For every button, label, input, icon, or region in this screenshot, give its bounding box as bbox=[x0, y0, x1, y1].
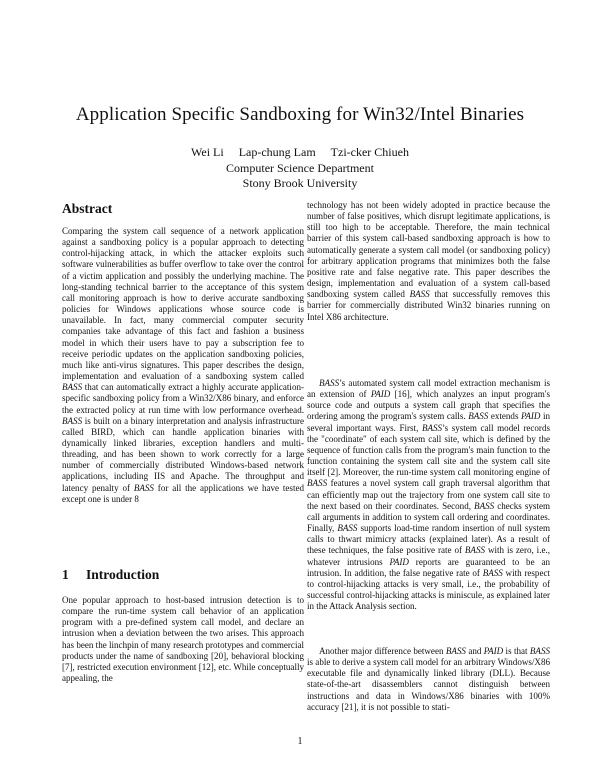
author-name: Wei Li bbox=[191, 145, 224, 159]
abstract-paragraph: Comparing the system call sequence of a network application against a sandboxing policy is a popular approach to detecting control-hijacking attack, in which the attacker exploits such software vulnerabilities as buffer overflow to take over the control of a victim application and possibly the underlying machine. The long-standing technical barrier to the acceptance of this system call monitoring approach is how to derive accurate sandboxing policies for Windows applications whose source code is unavailable. In fact, many commercial computer security companies take advantage of this fact and fashion a business model in which their users have to pay a subscription fee to receive periodic updates on the application sandboxing policies, much like anti-virus signatures. This paper describes the design, implementation and evaluation of a sandboxing system called BASS that can automatically extract a highly accurate application-specific sandboxing policy from a Win32/X86 binary, and enforce the extracted policy at run time with low performance overhead. BASS is built on a binary interpretation and analysis infrastructure called BIRD, which can handle application binaries with dynamically linked libraries, exception handlers and multi-threading, and has been shown to work correctly for a large number of commercially distributed Windows-based network applications, including IIS and Apache. The throughput and latency penalty of BASS for all the applications we have tested except one is under 8 bbox=[62, 226, 304, 504]
author-names bbox=[0, 145, 600, 161]
author-name: Tzi-cker Chiueh bbox=[330, 145, 409, 159]
author-department: Computer Science Department bbox=[226, 160, 374, 175]
right-paragraph-1: technology has not been widely adopted in practice because the number of false positives, which disrupt legitimate applications, is still too high to be acceptable. Therefore, the main technical barrier of this system call-based sandboxing approach is how to automatically generate a system call model (or sandboxing policy) for arbitrary application programs that minimizes both the false positive rate and false negative rate. This paper describes the design, implementation and evaluation of a system call-based sandboxing system called BASS that successfully removes this barrier for commercially distributed Win32 binaries running on Intel X86 architecture. bbox=[307, 200, 550, 322]
author-name: Lap-chung Lam bbox=[238, 145, 316, 159]
right-paragraph-2: BASS’s automated system call model extraction mechanism is an extension of PAID [16], which analyzes an input program's source code and outputs a system call graph that specifies the ordering among the program's system calls. BASS extends PAID in several important ways. First, BASS’s system call model records the "coordinate" of each system call site, which is defined by the sequence of function calls from the program's main function to the function containing the system call site and the system call site itself [2]. Moreover, the run-time system call monitoring engine of BASS features a novel system call graph traversal algorithm that can efficiently map out the trajectory from one system call site to the next based on their coordinates. Second, BASS checks system call arguments in addition to system call ordering and coordinates. Finally, BASS supports load-time random insertion of null system calls to thwart mimicry attacks (explained later). As a result of these techniques, the false positive rate of BASS with is zero, i.e., whatever intrusions PAID reports are guaranteed to be an intrusion. In addition, the false negative rate of BASS with respect to control-hijacking attacks is very small, i.e., the probability of successful control-hijacking attacks is miniscule, as explained later in the Attack Analysis section. bbox=[307, 378, 550, 612]
right-paragraph-3: Another major difference between BASS and PAID is that BASS is able to derive a system call model for an arbitrary Windows/X86 executable file and dynamically linked library (DLL). Because state-of-the-art disassemblers cannot distinguish between instructions and data in Windows/X86 binaries with 100% accuracy [21], it is not possible to stati- bbox=[307, 646, 550, 712]
introduction-paragraph: One popular approach to host-based intrusion detection is to compare the run-time system call behavior of an application program with a pre-defined system call model, and declare an intrusion when a deviation between the two arises. This approach has been the linchpin of many research prototypes and commercial products under the name of sandboxing [20], behavioral blocking [7], restricted execution environment [12], etc. While conceptually appealing, the bbox=[62, 595, 304, 684]
section-number: 1 bbox=[62, 567, 69, 582]
introduction-heading bbox=[62, 567, 159, 583]
author-block bbox=[0, 145, 600, 192]
abstract-heading: Abstract bbox=[62, 201, 113, 216]
author-university: Stony Brook University bbox=[242, 176, 358, 190]
page-number: 1 bbox=[297, 736, 303, 747]
paper-title: Application Specific Sandboxing for Win32/Intel Binaries bbox=[75, 104, 525, 125]
section-title: Introduction bbox=[86, 567, 160, 582]
